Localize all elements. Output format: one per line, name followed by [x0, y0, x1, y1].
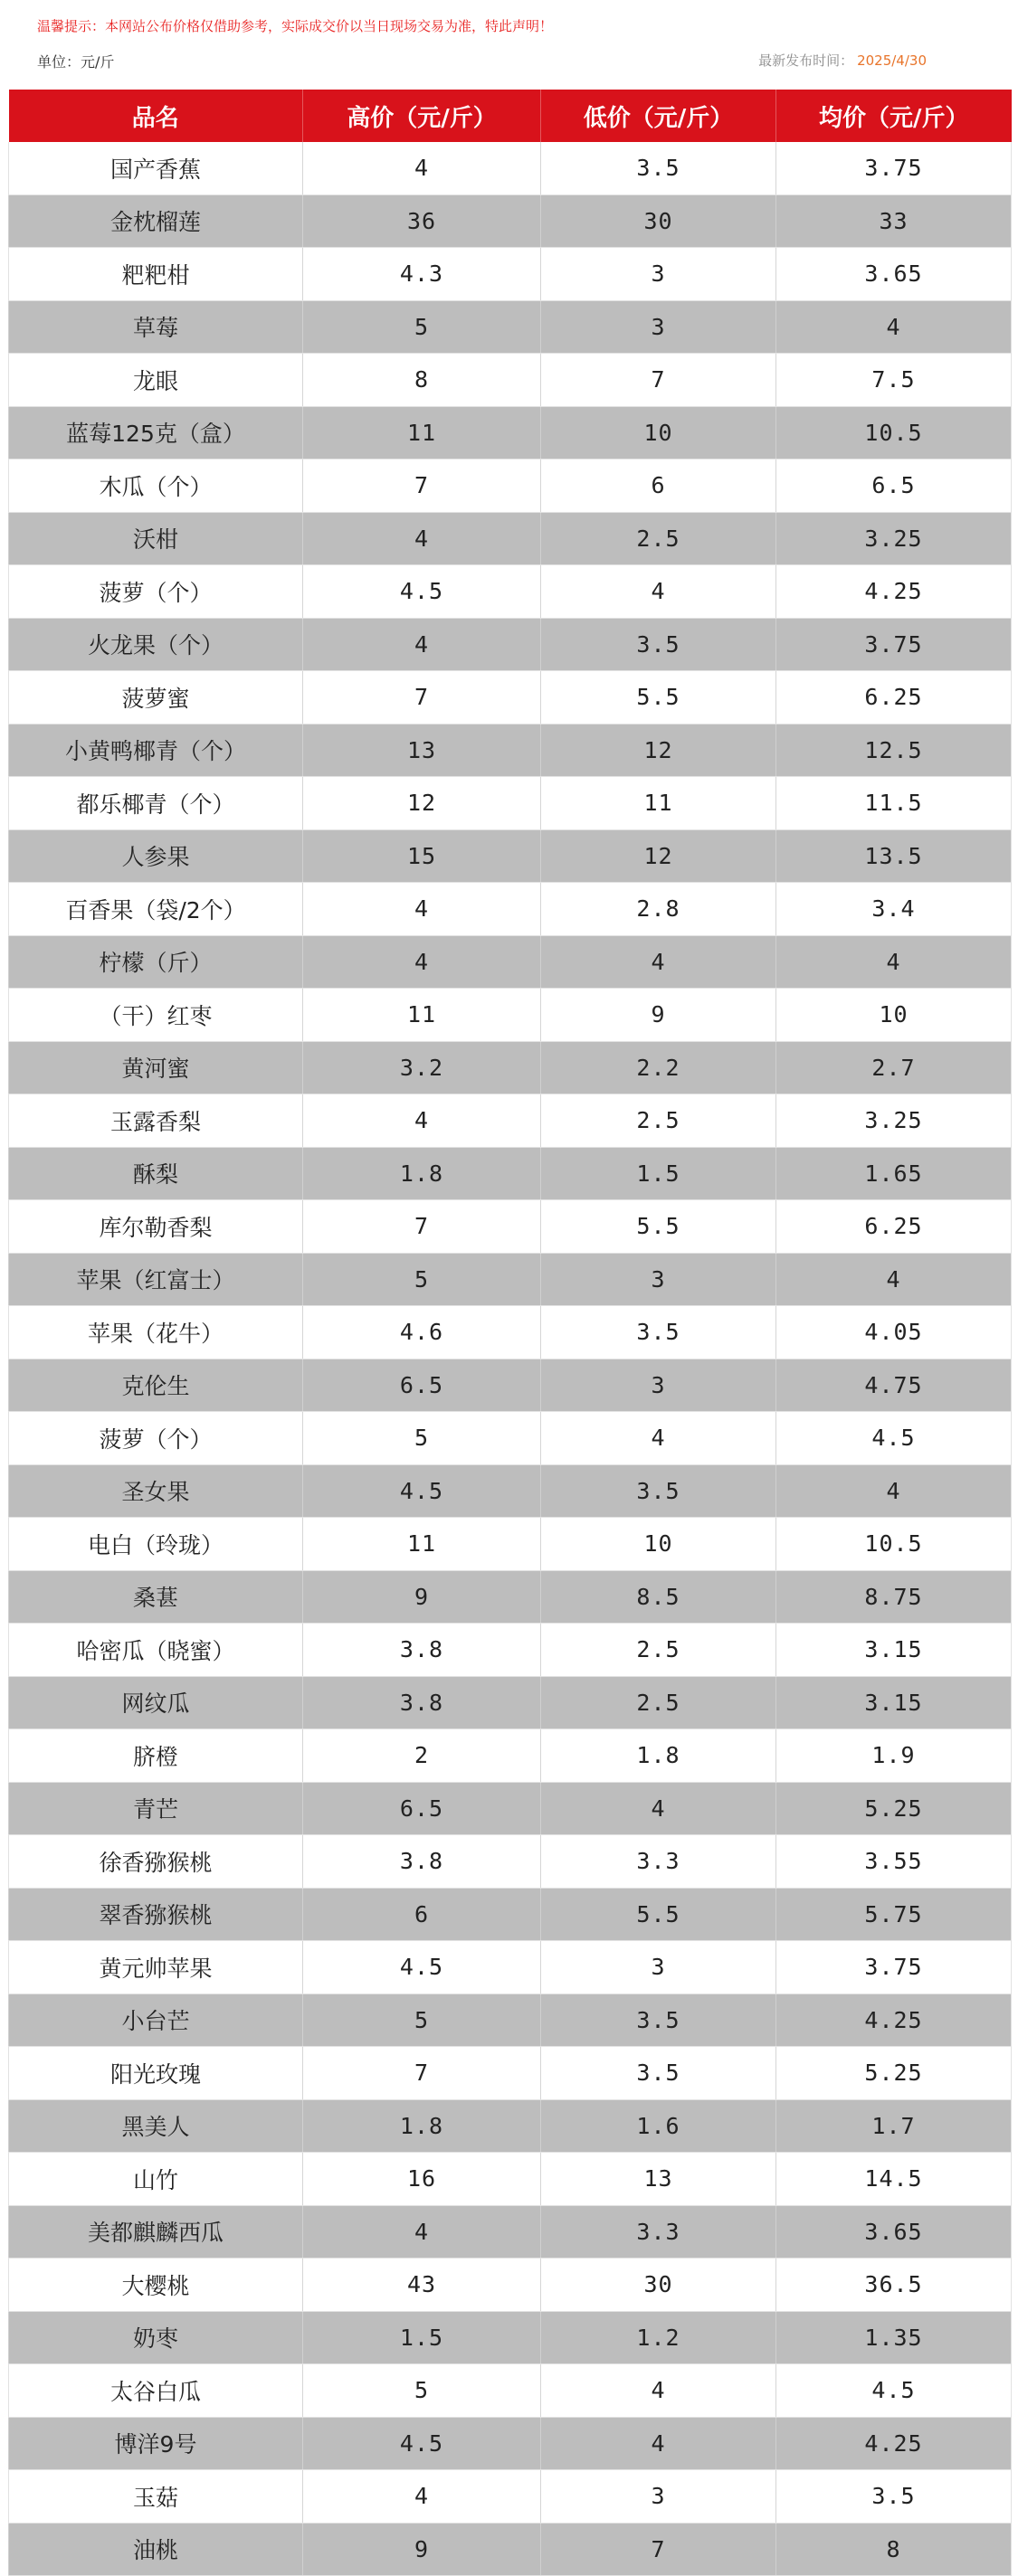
- cell-name: 百香果（袋/2个）: [9, 883, 303, 936]
- cell-high-price: 3.8: [303, 1624, 541, 1677]
- table-row: [9, 724, 1012, 777]
- table-row: [9, 989, 1012, 1042]
- cell-high-price: 4.5: [303, 1464, 541, 1518]
- cell-name: 太谷白瓜: [9, 2364, 303, 2418]
- header-high-price: 高价（元/斤）: [303, 90, 541, 142]
- cell-avg-price: 7.5: [776, 354, 1012, 407]
- cell-low-price: 3: [541, 2470, 776, 2524]
- cell-avg-price: 3.65: [776, 2205, 1012, 2259]
- cell-avg-price: 4.5: [776, 1412, 1012, 1465]
- table-row: [9, 354, 1012, 407]
- cell-low-price: 9: [541, 989, 776, 1042]
- cell-high-price: 11: [303, 1518, 541, 1571]
- table-row: [9, 1041, 1012, 1094]
- cell-high-price: 4: [303, 512, 541, 565]
- cell-low-price: 1.6: [541, 2099, 776, 2153]
- cell-low-price: 5.5: [541, 671, 776, 724]
- cell-avg-price: 10.5: [776, 1518, 1012, 1571]
- table-row: [9, 512, 1012, 565]
- cell-high-price: 8: [303, 354, 541, 407]
- publish-time: [758, 51, 927, 70]
- cell-name: 黑美人: [9, 2099, 303, 2153]
- cell-low-price: 30: [541, 2259, 776, 2312]
- table-row: [9, 935, 1012, 989]
- cell-high-price: 4: [303, 142, 541, 194]
- cell-high-price: 1.5: [303, 2311, 541, 2364]
- cell-name: 山竹: [9, 2153, 303, 2206]
- cell-avg-price: 6.25: [776, 1200, 1012, 1254]
- cell-avg-price: 4.75: [776, 1359, 1012, 1412]
- table-row: [9, 1941, 1012, 1994]
- cell-name: 玉菇: [9, 2470, 303, 2524]
- cell-low-price: 2.8: [541, 883, 776, 936]
- cell-avg-price: 10.5: [776, 406, 1012, 459]
- cell-name: 菠萝（个）: [9, 1412, 303, 1465]
- cell-name: 草莓: [9, 300, 303, 354]
- cell-low-price: 3.5: [541, 1994, 776, 2047]
- cell-avg-price: 3.75: [776, 618, 1012, 671]
- cell-name: 脐橙: [9, 1729, 303, 1783]
- cell-low-price: 10: [541, 406, 776, 459]
- cell-low-price: 3.5: [541, 1306, 776, 1359]
- cell-low-price: 3.3: [541, 2205, 776, 2259]
- cell-high-price: 4: [303, 2470, 541, 2524]
- cell-avg-price: 14.5: [776, 2153, 1012, 2206]
- table-row: [9, 2470, 1012, 2524]
- cell-high-price: 4: [303, 883, 541, 936]
- cell-avg-price: 12.5: [776, 724, 1012, 777]
- cell-high-price: 7: [303, 2047, 541, 2100]
- cell-name: 蓝莓125克（盒）: [9, 406, 303, 459]
- cell-high-price: 5: [303, 1253, 541, 1306]
- cell-avg-price: 3.5: [776, 2470, 1012, 2524]
- table-row: [9, 2259, 1012, 2312]
- cell-high-price: 11: [303, 989, 541, 1042]
- cell-low-price: 3: [541, 1941, 776, 1994]
- table-row: [9, 142, 1012, 194]
- cell-low-price: 7: [541, 2523, 776, 2576]
- table-row: [9, 1782, 1012, 1835]
- table-row: [9, 1359, 1012, 1412]
- cell-avg-price: 8.75: [776, 1570, 1012, 1624]
- table-row: [9, 1570, 1012, 1624]
- price-table: [8, 90, 1012, 2576]
- cell-high-price: 3.8: [303, 1676, 541, 1729]
- cell-high-price: 3.8: [303, 1835, 541, 1889]
- cell-name: 库尔勒香梨: [9, 1200, 303, 1254]
- table-row: [9, 2099, 1012, 2153]
- cell-name: 克伦生: [9, 1359, 303, 1412]
- table-row: [9, 1094, 1012, 1148]
- cell-avg-price: 3.75: [776, 1941, 1012, 1994]
- table-row: [9, 1464, 1012, 1518]
- cell-high-price: 7: [303, 671, 541, 724]
- table-row: [9, 1676, 1012, 1729]
- cell-low-price: 12: [541, 829, 776, 883]
- cell-avg-price: 5.25: [776, 1782, 1012, 1835]
- cell-high-price: 13: [303, 724, 541, 777]
- cell-low-price: 4: [541, 2417, 776, 2470]
- cell-name: （干）红枣: [9, 989, 303, 1042]
- cell-high-price: 4.6: [303, 1306, 541, 1359]
- cell-avg-price: 3.15: [776, 1676, 1012, 1729]
- table-row: [9, 1835, 1012, 1889]
- cell-avg-price: 3.75: [776, 142, 1012, 194]
- cell-high-price: 6.5: [303, 1359, 541, 1412]
- table-row: [9, 1518, 1012, 1571]
- cell-avg-price: 4.5: [776, 2364, 1012, 2418]
- cell-low-price: 8.5: [541, 1570, 776, 1624]
- table-body: [9, 142, 1012, 2576]
- cell-avg-price: 4: [776, 935, 1012, 989]
- cell-name: 美都麒麟西瓜: [9, 2205, 303, 2259]
- cell-high-price: 5: [303, 300, 541, 354]
- cell-high-price: 4: [303, 935, 541, 989]
- cell-name: 大樱桃: [9, 2259, 303, 2312]
- cell-low-price: 3.3: [541, 1835, 776, 1889]
- table-row: [9, 2153, 1012, 2206]
- cell-avg-price: 36.5: [776, 2259, 1012, 2312]
- table-row: [9, 1729, 1012, 1783]
- cell-low-price: 5.5: [541, 1888, 776, 1941]
- cell-avg-price: 3.55: [776, 1835, 1012, 1889]
- cell-low-price: 7: [541, 354, 776, 407]
- cell-name: 博洋9号: [9, 2417, 303, 2470]
- publish-date: 2025/4/30: [857, 52, 927, 69]
- table-row: [9, 2311, 1012, 2364]
- table-row: [9, 883, 1012, 936]
- cell-avg-price: 6.5: [776, 459, 1012, 513]
- table-row: [9, 2417, 1012, 2470]
- table-row: [9, 829, 1012, 883]
- table-row: [9, 194, 1012, 248]
- cell-avg-price: 5.75: [776, 1888, 1012, 1941]
- cell-avg-price: 3.25: [776, 1094, 1012, 1148]
- cell-avg-price: 1.7: [776, 2099, 1012, 2153]
- header-row: [9, 90, 1012, 142]
- cell-name: 菠萝蜜: [9, 671, 303, 724]
- cell-low-price: 6: [541, 459, 776, 513]
- table-row: [9, 2523, 1012, 2576]
- cell-low-price: 2.5: [541, 1624, 776, 1677]
- cell-name: 小台芒: [9, 1994, 303, 2047]
- cell-avg-price: 2.7: [776, 1041, 1012, 1094]
- cell-name: 黄河蜜: [9, 1041, 303, 1094]
- cell-low-price: 4: [541, 1782, 776, 1835]
- header-avg-price: 均价（元/斤）: [776, 90, 1012, 142]
- table-row: [9, 2205, 1012, 2259]
- cell-low-price: 3: [541, 300, 776, 354]
- cell-low-price: 3.5: [541, 1464, 776, 1518]
- cell-avg-price: 1.65: [776, 1147, 1012, 1200]
- table-row: [9, 2364, 1012, 2418]
- cell-high-price: 5: [303, 1994, 541, 2047]
- cell-name: 粑粑柑: [9, 248, 303, 301]
- cell-avg-price: 10: [776, 989, 1012, 1042]
- cell-low-price: 1.5: [541, 1147, 776, 1200]
- cell-avg-price: 4.25: [776, 565, 1012, 619]
- cell-low-price: 4: [541, 1412, 776, 1465]
- table-row: [9, 1888, 1012, 1941]
- cell-low-price: 1.8: [541, 1729, 776, 1783]
- table-row: [9, 300, 1012, 354]
- cell-high-price: 6.5: [303, 1782, 541, 1835]
- cell-name: 火龙果（个）: [9, 618, 303, 671]
- cell-high-price: 15: [303, 829, 541, 883]
- cell-avg-price: 4: [776, 300, 1012, 354]
- table-row: [9, 1200, 1012, 1254]
- cell-high-price: 9: [303, 2523, 541, 2576]
- cell-avg-price: 1.35: [776, 2311, 1012, 2364]
- cell-avg-price: 3.15: [776, 1624, 1012, 1677]
- cell-low-price: 3: [541, 1253, 776, 1306]
- header-low-price: 低价（元/斤）: [541, 90, 776, 142]
- cell-high-price: 4.5: [303, 565, 541, 619]
- cell-name: 苹果（花牛）: [9, 1306, 303, 1359]
- cell-high-price: 9: [303, 1570, 541, 1624]
- cell-name: 桑葚: [9, 1570, 303, 1624]
- cell-name: 国产香蕉: [9, 142, 303, 194]
- cell-name: 电白（玲珑）: [9, 1518, 303, 1571]
- cell-low-price: 3.5: [541, 142, 776, 194]
- table-header: [9, 90, 1012, 142]
- cell-high-price: 4: [303, 2205, 541, 2259]
- cell-low-price: 4: [541, 935, 776, 989]
- cell-name: 翠香猕猴桃: [9, 1888, 303, 1941]
- cell-low-price: 3.5: [541, 618, 776, 671]
- cell-name: 苹果（红富士）: [9, 1253, 303, 1306]
- cell-avg-price: 4: [776, 1464, 1012, 1518]
- cell-high-price: 5: [303, 1412, 541, 1465]
- cell-low-price: 13: [541, 2153, 776, 2206]
- cell-name: 酥梨: [9, 1147, 303, 1200]
- cell-name: 人参果: [9, 829, 303, 883]
- table-row: [9, 565, 1012, 619]
- cell-high-price: 6: [303, 1888, 541, 1941]
- cell-avg-price: 4.25: [776, 1994, 1012, 2047]
- cell-low-price: 2.5: [541, 512, 776, 565]
- cell-avg-price: 4: [776, 1253, 1012, 1306]
- table-row: [9, 1147, 1012, 1200]
- cell-name: 都乐椰青（个）: [9, 777, 303, 830]
- cell-avg-price: 33: [776, 194, 1012, 248]
- cell-low-price: 12: [541, 724, 776, 777]
- cell-low-price: 1.2: [541, 2311, 776, 2364]
- cell-name: 沃柑: [9, 512, 303, 565]
- table-row: [9, 1994, 1012, 2047]
- table-row: [9, 1624, 1012, 1677]
- table-row: [9, 777, 1012, 830]
- cell-high-price: 2: [303, 1729, 541, 1783]
- cell-name: 圣女果: [9, 1464, 303, 1518]
- cell-name: 油桃: [9, 2523, 303, 2576]
- cell-high-price: 36: [303, 194, 541, 248]
- table-row: [9, 248, 1012, 301]
- cell-low-price: 4: [541, 2364, 776, 2418]
- cell-name: 青芒: [9, 1782, 303, 1835]
- cell-avg-price: 3.4: [776, 883, 1012, 936]
- cell-avg-price: 5.25: [776, 2047, 1012, 2100]
- cell-avg-price: 3.65: [776, 248, 1012, 301]
- cell-avg-price: 4.25: [776, 2417, 1012, 2470]
- cell-name: 柠檬（斤）: [9, 935, 303, 989]
- cell-avg-price: 4.05: [776, 1306, 1012, 1359]
- cell-high-price: 4.3: [303, 248, 541, 301]
- cell-low-price: 3: [541, 248, 776, 301]
- cell-avg-price: 13.5: [776, 829, 1012, 883]
- cell-low-price: 4: [541, 565, 776, 619]
- cell-high-price: 16: [303, 2153, 541, 2206]
- cell-high-price: 4.5: [303, 1941, 541, 1994]
- publish-time-label: 最新发布时间：: [758, 52, 854, 69]
- table-row: [9, 2047, 1012, 2100]
- cell-name: 网纹瓜: [9, 1676, 303, 1729]
- cell-low-price: 30: [541, 194, 776, 248]
- cell-low-price: 10: [541, 1518, 776, 1571]
- table-row: [9, 618, 1012, 671]
- disclaimer-notice: 温馨提示：本网站公布价格仅借助参考，实际成交价以当日现场交易为准，特此声明！: [37, 18, 554, 34]
- cell-low-price: 5.5: [541, 1200, 776, 1254]
- cell-high-price: 43: [303, 2259, 541, 2312]
- cell-high-price: 4.5: [303, 2417, 541, 2470]
- cell-high-price: 7: [303, 1200, 541, 1254]
- cell-name: 金枕榴莲: [9, 194, 303, 248]
- cell-low-price: 11: [541, 777, 776, 830]
- table-row: [9, 671, 1012, 724]
- cell-high-price: 12: [303, 777, 541, 830]
- cell-low-price: 3: [541, 1359, 776, 1412]
- cell-name: 龙眼: [9, 354, 303, 407]
- cell-name: 小黄鸭椰青（个）: [9, 724, 303, 777]
- cell-high-price: 3.2: [303, 1041, 541, 1094]
- table-row: [9, 1253, 1012, 1306]
- cell-high-price: 5: [303, 2364, 541, 2418]
- cell-low-price: 2.5: [541, 1094, 776, 1148]
- unit-label: 单位：元/斤: [37, 53, 115, 71]
- cell-name: 玉露香梨: [9, 1094, 303, 1148]
- cell-name: 菠萝（个）: [9, 565, 303, 619]
- cell-avg-price: 6.25: [776, 671, 1012, 724]
- table-row: [9, 459, 1012, 513]
- cell-low-price: 2.2: [541, 1041, 776, 1094]
- cell-low-price: 3.5: [541, 2047, 776, 2100]
- cell-high-price: 4: [303, 1094, 541, 1148]
- cell-high-price: 7: [303, 459, 541, 513]
- header-name: 品名: [9, 90, 303, 142]
- cell-avg-price: 8: [776, 2523, 1012, 2576]
- cell-high-price: 11: [303, 406, 541, 459]
- cell-name: 木瓜（个）: [9, 459, 303, 513]
- cell-avg-price: 3.25: [776, 512, 1012, 565]
- cell-name: 哈密瓜（晓蜜）: [9, 1624, 303, 1677]
- table-row: [9, 406, 1012, 459]
- table-row: [9, 1306, 1012, 1359]
- cell-name: 阳光玫瑰: [9, 2047, 303, 2100]
- cell-avg-price: 1.9: [776, 1729, 1012, 1783]
- cell-low-price: 2.5: [541, 1676, 776, 1729]
- cell-high-price: 4: [303, 618, 541, 671]
- cell-name: 徐香猕猴桃: [9, 1835, 303, 1889]
- cell-name: 黄元帅苹果: [9, 1941, 303, 1994]
- cell-high-price: 1.8: [303, 1147, 541, 1200]
- cell-avg-price: 11.5: [776, 777, 1012, 830]
- table-row: [9, 1412, 1012, 1465]
- cell-name: 奶枣: [9, 2311, 303, 2364]
- cell-high-price: 1.8: [303, 2099, 541, 2153]
